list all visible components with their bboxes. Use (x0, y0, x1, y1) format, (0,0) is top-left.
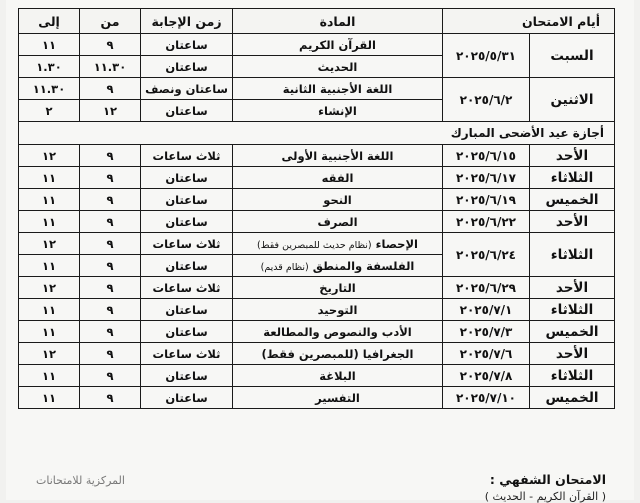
duration-cell: ثلاث ساعات (141, 233, 233, 255)
date-cell: ٢٠٢٥/٦/٢٤ (443, 233, 530, 277)
oral-exam-label: الامتحان الشفهي : (489, 472, 606, 487)
subject-cell (233, 34, 443, 56)
date-cell: ٢٠٢٥/٧/١ (443, 299, 530, 321)
subject-name: التوحيد (317, 302, 358, 317)
day-cell: الأحد (530, 343, 615, 365)
table-row (19, 34, 615, 56)
date-cell: ٢٠٢٥/٦/٢ (443, 78, 530, 122)
footer (18, 470, 614, 503)
subject-name: اللغة الأجنبية الثانية (282, 81, 393, 96)
to-time-cell: ١٢ (19, 277, 80, 299)
header-exam-days: أيام الامتحان (443, 9, 615, 34)
header-duration: زمن الإجابة (141, 9, 233, 34)
subject-cell (233, 189, 443, 211)
from-time-cell: ١١.٣٠ (80, 56, 141, 78)
subject-note: (نظام قديم) (260, 261, 309, 273)
subject-name: التاريخ (319, 280, 356, 295)
duration-cell: ساعتان (141, 189, 233, 211)
to-time-cell: ١١.٣٠ (19, 78, 80, 100)
day-cell: الثلاثاء (530, 167, 615, 189)
from-time-cell: ٩ (80, 321, 141, 343)
day-cell: الأحد (530, 145, 615, 167)
to-time-cell: ١١ (19, 387, 80, 409)
date-cell: ٢٠٢٥/٥/٣١ (443, 34, 530, 78)
subject-cell (233, 255, 443, 277)
date-cell: ٢٠٢٥/٧/١٠ (443, 387, 530, 409)
subject-name: الفقه (321, 170, 354, 185)
header-from: من (80, 9, 141, 34)
table-row (19, 365, 615, 387)
day-cell: الأحد (530, 277, 615, 299)
to-time-cell: ١١ (19, 365, 80, 387)
duration-cell: ساعتان ونصف (141, 78, 233, 100)
subject-cell (233, 233, 443, 255)
subject-cell (233, 387, 443, 409)
holiday-row (19, 122, 615, 145)
from-time-cell: ٩ (80, 145, 141, 167)
subject-name: الحديث (317, 59, 358, 74)
to-time-cell: ١١ (19, 167, 80, 189)
subject-cell (233, 277, 443, 299)
to-time-cell: ١٢ (19, 145, 80, 167)
holiday-label: أجازة عيد الأضحى المبارك (19, 122, 615, 145)
subject-cell (233, 299, 443, 321)
day-cell: الاثنين (530, 78, 615, 122)
duration-cell: ساعتان (141, 321, 233, 343)
subject-name: الفلسفة والمنطق (312, 258, 415, 273)
from-time-cell: ٩ (80, 78, 141, 100)
subject-name: البلاغة (319, 368, 356, 383)
subject-cell (233, 78, 443, 100)
header-to: إلى (19, 9, 80, 34)
day-cell: الثلاثاء (530, 299, 615, 321)
date-cell: ٢٠٢٥/٧/٨ (443, 365, 530, 387)
date-cell: ٢٠٢٥/٧/٣ (443, 321, 530, 343)
date-cell: ٢٠٢٥/٦/٢٩ (443, 277, 530, 299)
duration-cell: ساعتان (141, 365, 233, 387)
exam-schedule-table (18, 8, 615, 409)
table-row (19, 233, 615, 255)
subject-name: الأدب والنصوص والمطالعة (263, 324, 412, 339)
day-cell: الخميس (530, 189, 615, 211)
to-time-cell: ١١ (19, 34, 80, 56)
to-time-cell: ١١ (19, 321, 80, 343)
table-row (19, 145, 615, 167)
oral-exam-subjects: ( القرآن الكريم - الحديث ) (484, 490, 606, 503)
from-time-cell: ٩ (80, 387, 141, 409)
table-row (19, 211, 615, 233)
duration-cell: ساعتان (141, 211, 233, 233)
duration-cell: ثلاث ساعات (141, 277, 233, 299)
to-time-cell: ٢ (19, 100, 80, 122)
subject-note: (نظام حديث للمبصرين فقط) (257, 239, 372, 251)
to-time-cell: ١١ (19, 299, 80, 321)
table-header-row (19, 9, 615, 34)
duration-cell: ساعتان (141, 255, 233, 277)
to-time-cell: ١٢ (19, 343, 80, 365)
day-cell: الخميس (530, 387, 615, 409)
header-subject: المادة (233, 9, 443, 34)
subject-cell (233, 321, 443, 343)
day-cell: الثلاثاء (530, 365, 615, 387)
subject-cell (233, 211, 443, 233)
from-time-cell: ٩ (80, 255, 141, 277)
to-time-cell: ١١ (19, 211, 80, 233)
to-time-cell: ١١ (19, 189, 80, 211)
subject-cell (233, 145, 443, 167)
duration-cell: ثلاث ساعات (141, 343, 233, 365)
subject-name: القرآن الكريم (299, 37, 376, 52)
table-row (19, 189, 615, 211)
table-row (19, 343, 615, 365)
from-time-cell: ٩ (80, 189, 141, 211)
subject-name: الإحصاء (375, 236, 418, 251)
duration-cell: ساعتان (141, 299, 233, 321)
subject-name: الجغرافيا (للمبصرين فقط) (261, 346, 414, 361)
subject-cell (233, 56, 443, 78)
subject-name: اللغة الأجنبية الأولى (281, 148, 394, 163)
date-cell: ٢٠٢٥/٦/٢٢ (443, 211, 530, 233)
table-row (19, 167, 615, 189)
duration-cell: ساعتان (141, 100, 233, 122)
from-time-cell: ٩ (80, 211, 141, 233)
to-time-cell: ١١ (19, 255, 80, 277)
duration-cell: ساعتان (141, 167, 233, 189)
from-time-cell: ٩ (80, 233, 141, 255)
from-time-cell: ٩ (80, 167, 141, 189)
date-cell: ٢٠٢٥/٧/٦ (443, 343, 530, 365)
table-body (19, 34, 615, 409)
from-time-cell: ٩ (80, 299, 141, 321)
duration-cell: ساعتان (141, 56, 233, 78)
duration-cell: ساعتان (141, 34, 233, 56)
from-time-cell: ٩ (80, 34, 141, 56)
date-cell: ٢٠٢٥/٦/١٥ (443, 145, 530, 167)
subject-name: الصرف (317, 214, 358, 229)
organization-label: المركزية للامتحانات (36, 474, 125, 487)
to-time-cell: ١.٣٠ (19, 56, 80, 78)
to-time-cell: ١٢ (19, 233, 80, 255)
from-time-cell: ١٢ (80, 100, 141, 122)
day-cell: الأحد (530, 211, 615, 233)
subject-name: النحو (323, 192, 352, 207)
subject-cell (233, 365, 443, 387)
table-row (19, 387, 615, 409)
subject-name: الإنشاء (318, 103, 357, 118)
duration-cell: ساعتان (141, 387, 233, 409)
exam-schedule-sheet (6, 0, 634, 503)
table-row (19, 277, 615, 299)
table-row (19, 299, 615, 321)
subject-cell (233, 100, 443, 122)
table-row (19, 78, 615, 100)
from-time-cell: ٩ (80, 365, 141, 387)
duration-cell: ثلاث ساعات (141, 145, 233, 167)
subject-cell (233, 343, 443, 365)
subject-name: التفسير (315, 390, 360, 405)
subject-cell (233, 167, 443, 189)
from-time-cell: ٩ (80, 343, 141, 365)
date-cell: ٢٠٢٥/٦/١٧ (443, 167, 530, 189)
day-cell: الثلاثاء (530, 233, 615, 277)
table-row (19, 321, 615, 343)
from-time-cell: ٩ (80, 277, 141, 299)
day-cell: الخميس (530, 321, 615, 343)
date-cell: ٢٠٢٥/٦/١٩ (443, 189, 530, 211)
day-cell: السبت (530, 34, 615, 78)
